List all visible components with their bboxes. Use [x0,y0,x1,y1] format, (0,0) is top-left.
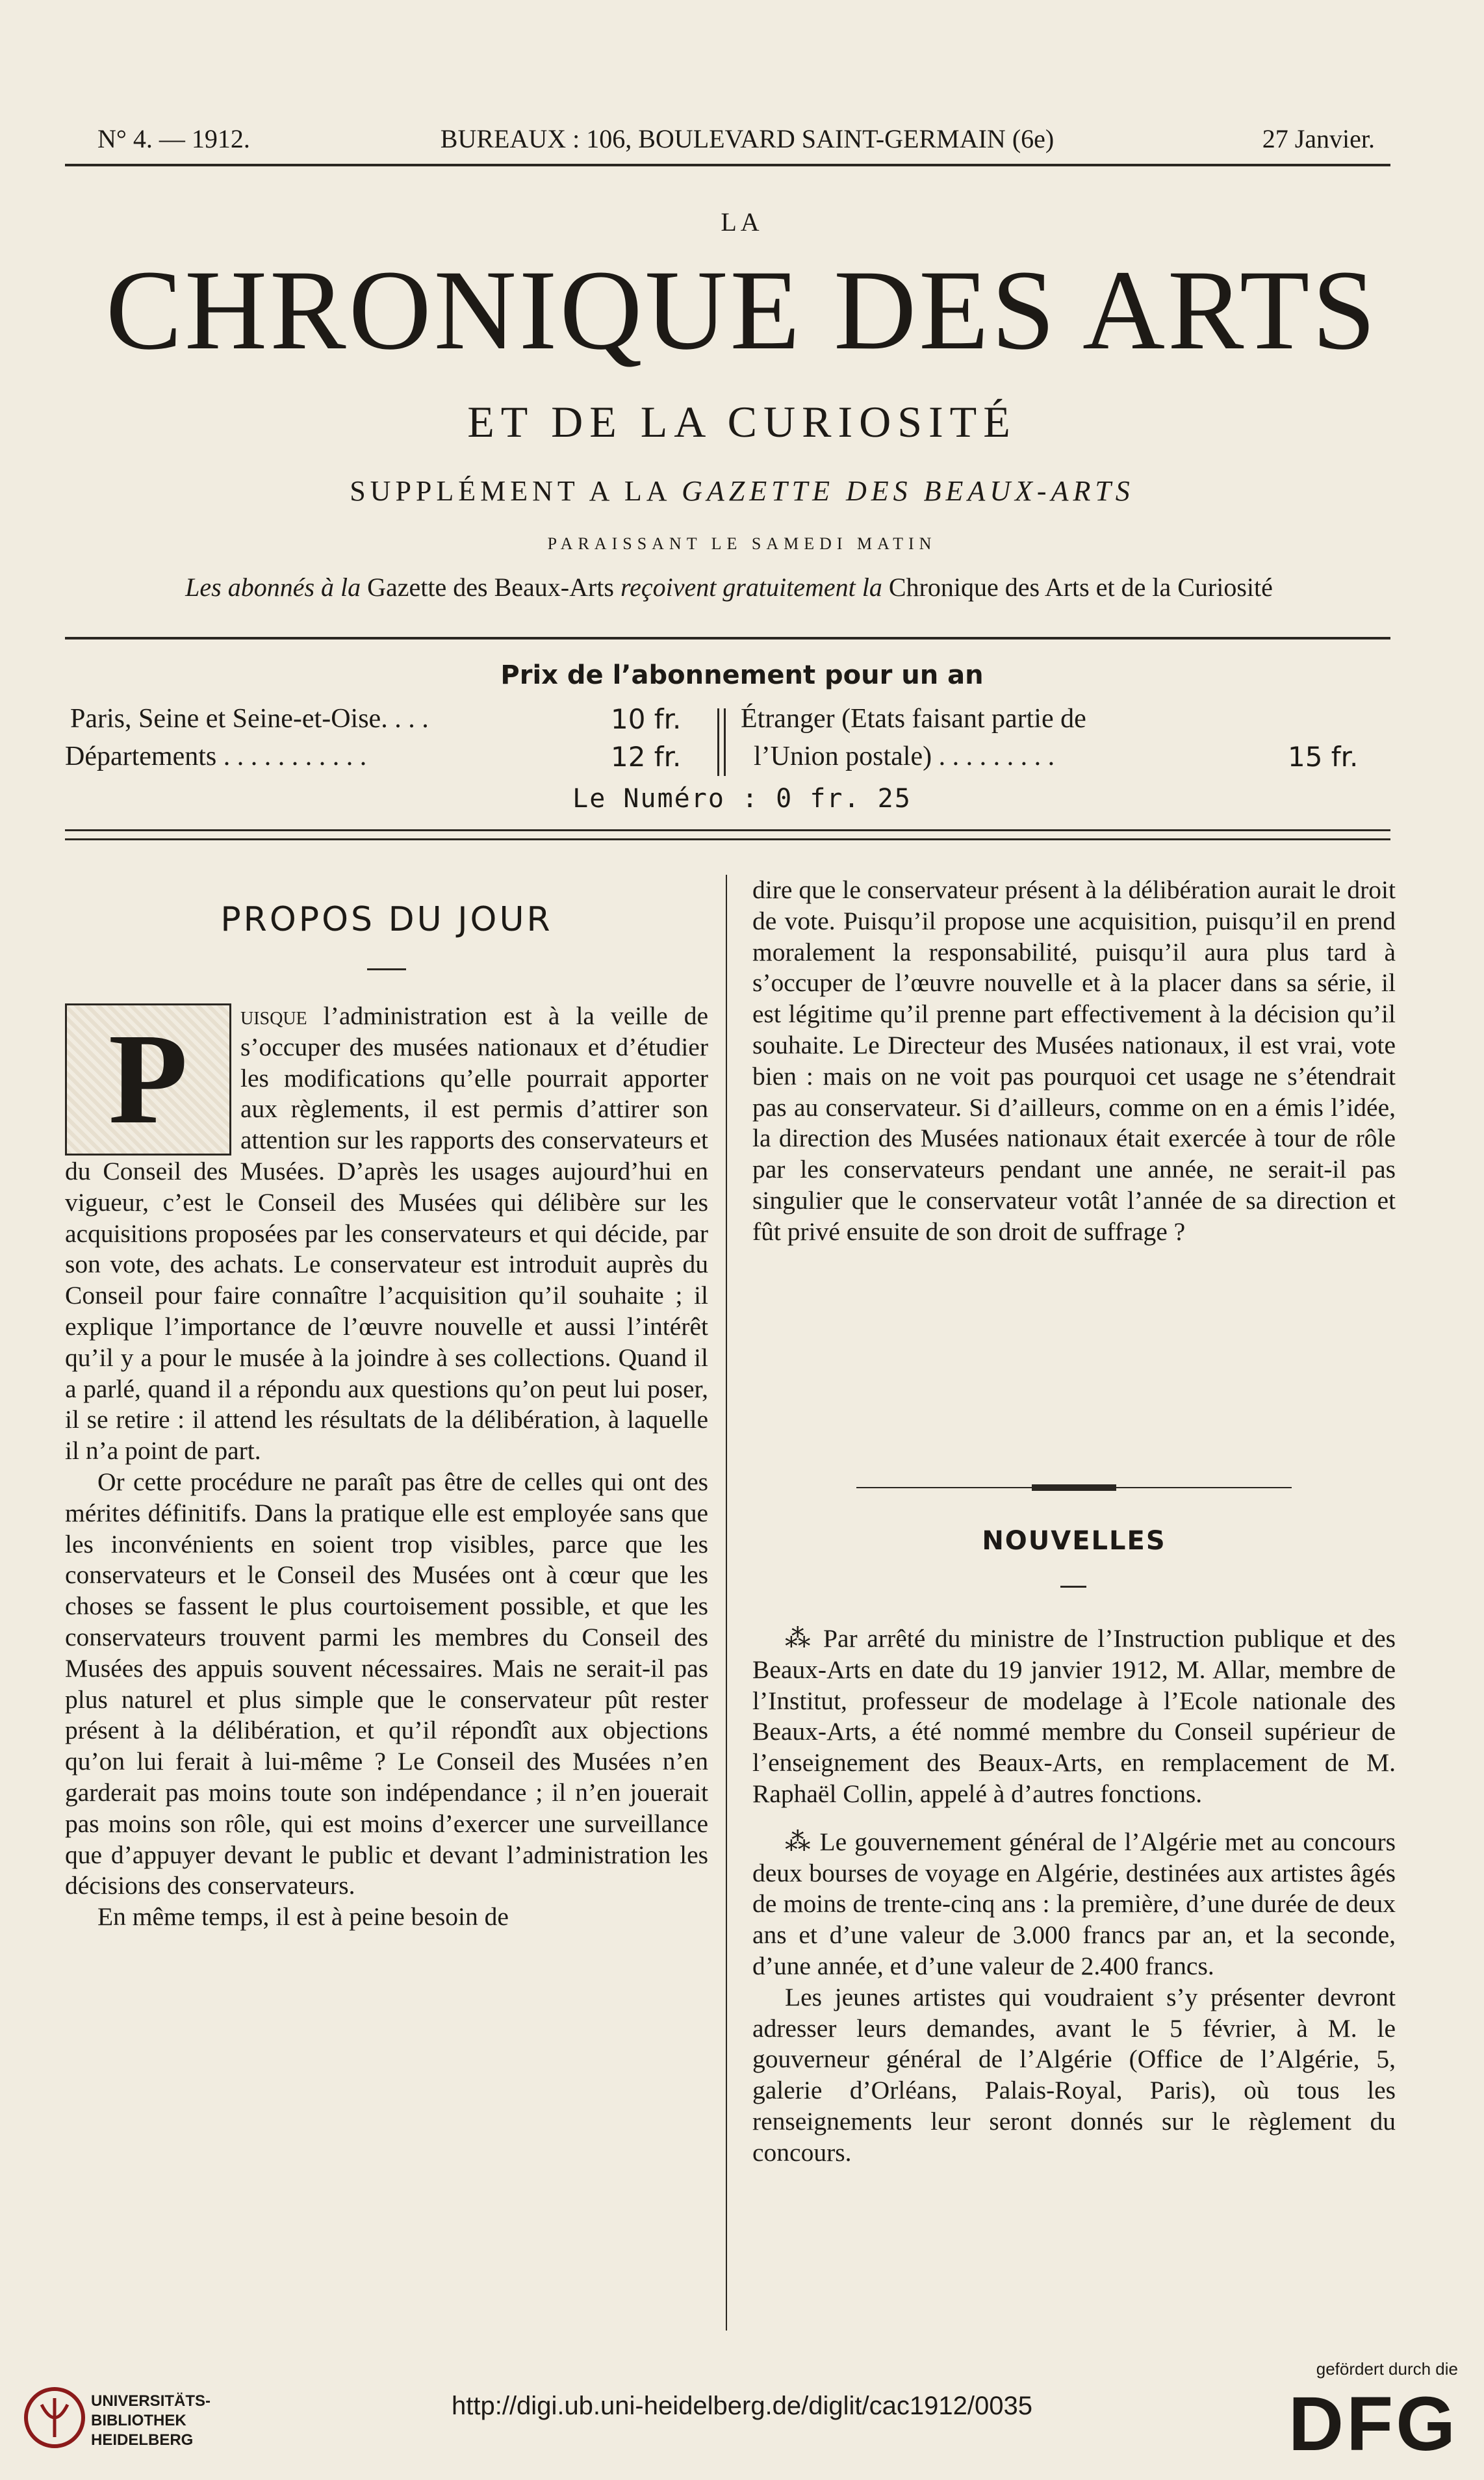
header-rule [65,164,1390,166]
paris-label: Paris, Seine et Seine-et-Oise. . . . [70,704,429,734]
dfg-logo: DFG [1288,2381,1458,2467]
supplement-line [0,474,1484,508]
etranger-line-2: l’Union postale) . . . . . . . . . [754,742,1055,771]
propos-paragraph-4: dire que le conservateur présent à la délibération aurait le droit de vote. Puisqu’il propose une acquisition, puisqu’il en prend moralement la responsabilité, puisqu’il aura plus tard à s’occuper de l’œuvre nouvelle et à la placer dans sa série, il est légitime qu’il prenne part effectivement à la décision qu’il souhaite. Le Directeur des Musées nationaux, il est vrai, vote bien : mais on ne voit pas pourquoi cet usage ne s’étendrait pas au conservateur. Si d’ailleurs, comme on en a émis l’idée, la direction des Musées nationaux était exercée à tour de rôle par les conservateurs pendant une année, ne serait-il pas singulier que le conservateur votât l’année de sa direction et fût privé ensuite de son droit de suffrage ? [752,875,1396,1246]
propos-dash [367,968,406,970]
propos-paragraph-1-text: l’administration est à la veille de s’occuper des musées nationaux et d’étudier les modifications qu’elle pourrait apporter aux règlements, il est permis d’attirer son attention sur les rapports des conservateurs et du Conseil des Musées. D’après les usages aujourd’hui en vigueur, c’est le Conseil des Musées qui délibère sur les acquisitions proposées par les conservateurs et qui décide, par son vote, des achats. Le conservateur est introduit auprès du Conseil pour faire connaître l’acquisition qu’il souhaite ; il explique l’importance de l’œuvre nouvelle et aussi l’intérêt qu’il y a pour le musée à la joindre à ses collections. Quand il a parlé, quand il a répondu aux questions qu’on peut lui poser, il se retire : il attend les résultats de la délibération, à laquelle il n’a point de part. [65,1001,708,1466]
abonnes-part-2: Gazette des Beaux-Arts [367,573,614,602]
dropcap-letter: P [65,1003,231,1156]
page-title: CHRONIQUE DES ARTS [105,247,1379,374]
departements-price: 12 fr. [611,741,682,773]
masthead-rule [65,637,1390,639]
masthead-subtitle: ET DE LA CURIOSITÉ [467,397,1017,446]
nouvelle-2: ⁂ Le gouvernement général de l’Algérie met au concours deux bourses de voyage en Algérie, destinées aux artistes âgés de moins de trente-cinq ans : la première, d’une durée de deux ans et d’une valeur de 3.000 francs par an, et la seconde, d’une année, et d’une valeur de 2.400 francs. [752,1827,1396,1980]
issue-date: 27 Janvier. [1262,124,1375,153]
gefoerdert-text: gefördert durch die [1316,2359,1458,2379]
numero-price: Le Numéro : 0 fr. 25 [572,784,912,814]
subscription-divider-1 [717,708,719,776]
nouvelle-1: ⁂ Par arrêté du ministre de l’Instruction publique et des Beaux-Arts en date du 19 janvier 1912, M. Allar, membre de l’Institut, professeur de modelage à l’Ecole nationale des Beaux-Arts, a été nommé membre du Conseil supérieur de l’enseignement des Beaux-Arts, en remplacement de M. Raphaël Collin, appelé à d’autres fonctions. [752,1624,1396,1808]
library-line-2: BIBLIOTHEK [91,2412,186,2429]
propos-paragraph-1 [65,1001,708,1467]
library-line-1: UNIVERSITÄTS- [91,2392,211,2410]
propos-smallcaps: uisque [240,1001,307,1030]
nouvelle-3: Les jeunes artistes qui voudraient s’y présenter devront adresser leurs demandes, avant le 5 février, à M. le gouverneur général de l’Algérie (Office de l’Algérie, 5, galerie d’Orléans, Palais-Royal, Paris), où tous les renseignements leur seront donnés sur le règlement du concours. [752,1982,1396,2167]
section-ornament [856,1483,1292,1492]
dfg-block [1263,2359,1458,2467]
source-url[interactable]: http://digi.ub.uni-heidelberg.de/diglit/cac1912/0035 [452,2392,1032,2420]
issue-number: N° 4. — 1912. [97,124,250,153]
double-rule-bottom [65,838,1390,840]
abonnes-line [71,572,1387,602]
propos-column-left [65,1001,708,1933]
abonnes-part-4: Chronique des Arts et de la Curiosité [888,573,1273,602]
propos-column-right [752,875,1396,1248]
nouvelles-heading: NOUVELLES [982,1526,1166,1556]
nouvelles-column [752,1623,1396,2169]
propos-heading: PROPOS DU JOUR [220,900,553,939]
abonnes-part-1: Les abonnés à la [185,573,361,602]
propos-paragraph-2: Or cette procédure ne paraît pas être de celles qui ont des mérites définitifs. Dans la pratique elle est employée sans que les inconvénients en soient trop visibles, parce que les conservateurs et le Conseil des Musées ont à cœur que les choses se fassent le plus courtoisement possible, et que les conservateurs trouvent parmi les membres du Conseil des Musées des appuis souvent nécessaires. Mais ne serait-il pas plus naturel et plus simple que le conservateur pût rester présent à la délibération, et qu’il répondît aux objections qu’on lui ferait à lui-même ? Le Conseil des Musées n’en garderait pas moins toute son indépendance ; il n’en jouerait pas moins son rôle, qui est moins d’exercer une surveillance que d’appuyer devant le public et devant l’administration les décisions des conservateurs. [65,1467,708,1900]
etranger-line-1: Étranger (Etats faisant partie de [741,704,1086,734]
double-rule-top [65,829,1390,831]
subscription-title: Prix de l’abonnement pour un an [500,660,984,690]
library-line-3: HEIDELBERG [91,2431,194,2449]
departements-label: Départements . . . . . . . . . . . [65,742,367,771]
supplement-prefix: SUPPLÉMENT A LA [350,475,671,507]
nouvelles-dash [1060,1586,1086,1588]
supplement-gazette: GAZETTE DES BEAUX-ARTS [682,475,1134,507]
masthead-la: LA [721,207,763,237]
propos-paragraph-3: En même temps, il est à peine besoin de [97,1902,509,1931]
abonnes-part-3: reçoivent gratuitement la [620,573,882,602]
etranger-price: 15 fr. [1288,741,1359,773]
subscription-divider-2 [724,708,726,776]
bureaux-address: BUREAUX : 106, BOULEVARD SAINT-GERMAIN (6e) [440,124,1055,153]
paraissant-line: PARAISSANT LE SAMEDI MATIN [547,534,937,553]
paris-price: 10 fr. [611,703,682,735]
column-divider [726,875,727,2331]
